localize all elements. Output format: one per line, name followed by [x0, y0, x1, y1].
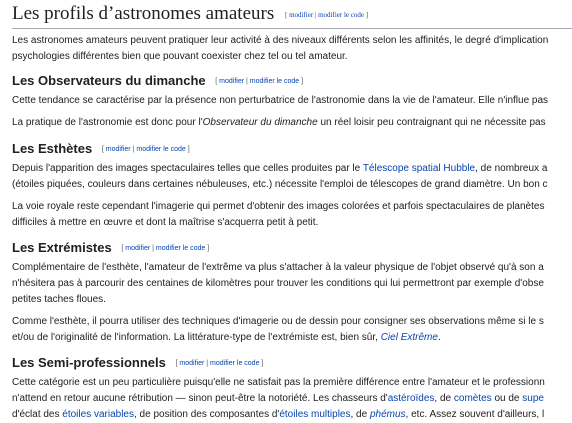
- edit-bracket-open: [: [121, 245, 124, 252]
- heading-text: Les Extrémistes: [12, 240, 112, 255]
- text-run: Cette catégorie est un peu particulière puisqu'elle ne satisfait pas la première différence entre l'amateur et le professionn: [12, 377, 545, 388]
- link-text: Ciel Extrême: [380, 332, 438, 343]
- paragraph: [12, 161, 572, 193]
- edit-code-link[interactable]: modifier le code: [249, 78, 300, 85]
- link-cometes[interactable]: comètes: [453, 393, 492, 404]
- section-title-profils: [12, 0, 572, 29]
- edit-code-link[interactable]: modifier le code: [136, 146, 186, 153]
- heading-extremistes: [12, 240, 572, 257]
- link-asteroides[interactable]: astéroïdes: [387, 393, 435, 404]
- edit-link[interactable]: modifier: [219, 78, 245, 85]
- text-run: un réel loisir peu contraignant qui ne nécessite pas: [317, 117, 546, 128]
- text-run: Complémentaire de l'esthète, l'amateur de l'extrême va plus s'attacher à la valeur physique de l'objet observé qu'à son a: [12, 262, 544, 273]
- edit-link[interactable]: modifier: [125, 245, 151, 252]
- heading-text: Les Semi-professionnels: [12, 355, 166, 370]
- heading-esthetes: [12, 141, 572, 158]
- text-run: petites taches floues.: [12, 294, 106, 305]
- text-run: difficiles à mettre en œuvre et dont la maîtrise s'acquerra petit à petit.: [12, 217, 319, 228]
- text-run: La pratique de l'astronomie est donc pour l': [12, 117, 203, 128]
- edit-code-link[interactable]: modifier le code: [155, 245, 206, 252]
- edit-separator: |: [314, 11, 319, 19]
- lead-line-1: Les astronomes amateurs peuvent pratiquer leur activité à des niveaux différents selon les affinités, le degré d'implication: [12, 35, 549, 46]
- edit-bracket-close: ]: [207, 245, 210, 252]
- edit-separator: |: [152, 245, 156, 252]
- paragraph: [12, 115, 572, 131]
- paragraph: [12, 260, 572, 308]
- text-run: , etc. Assez souvent d'ailleurs, l: [405, 409, 545, 420]
- text-run: , de: [434, 393, 454, 404]
- edit-bracket-open: [: [101, 146, 104, 153]
- edit-code-link[interactable]: modifier le code: [318, 11, 364, 19]
- heading-text: Les Esthètes: [12, 141, 93, 156]
- edit-section-links: [176, 360, 264, 367]
- text-run: (étoiles piquées, couleurs dans certaines nébuleuses, etc.) nécessite l'emploi de télescopes de grand diamètre. Un bon c: [12, 179, 548, 190]
- edit-bracket-open: [: [215, 78, 218, 85]
- text-run: Comme l'esthète, il pourra utiliser des techniques d'imagerie ou de dessin pour consigner ses observations même si le s: [12, 316, 544, 327]
- text-run: , de: [350, 409, 370, 420]
- edit-bracket-close: ]: [261, 360, 264, 367]
- edit-bracket-open: [: [175, 360, 178, 367]
- link-etoiles-variables[interactable]: étoiles variables: [62, 409, 134, 420]
- edit-section-links: [285, 11, 368, 19]
- edit-separator: |: [246, 78, 250, 85]
- text-run: , de nombreux a: [475, 163, 548, 174]
- edit-link[interactable]: modifier: [289, 11, 314, 19]
- edit-section-links: [121, 245, 209, 252]
- edit-code-link[interactable]: modifier le code: [210, 360, 260, 367]
- edit-section-links: [215, 78, 303, 85]
- text-run: n'attend en retour aucune rétribution — sinon peut-être la notoriété. Les chasseurs d': [12, 393, 388, 404]
- lead-line-2: psychologies différentes bien que pouvant coexister chez tel ou tel amateur.: [12, 51, 348, 62]
- heading-observateurs-dimanche: [12, 73, 572, 90]
- text-run: ou de: [491, 393, 523, 404]
- edit-bracket-open: [: [284, 11, 288, 19]
- article-content: [12, 0, 572, 423]
- edit-separator: |: [206, 360, 211, 367]
- text-run: La voie royale reste cependant l'imagerie qui permet d'obtenir des images colorées et parfois spectaculaires de planètes: [12, 201, 545, 212]
- edit-separator: |: [132, 146, 137, 153]
- section-title-text: Les profils d’astronomes amateurs: [12, 3, 275, 24]
- text-run: .: [437, 332, 441, 343]
- edit-section-links: [102, 146, 190, 153]
- link-supernovae[interactable]: supe: [522, 393, 544, 404]
- link-text: phémus: [369, 409, 406, 420]
- text-run: et/ou de l'originalité de l'information. La littérature-type de l'extrémiste est, bien sûr,: [12, 332, 381, 343]
- text-run: , de position des composantes d': [134, 409, 280, 420]
- link-etoiles-multiples[interactable]: étoiles multiples: [279, 409, 351, 420]
- link-hubble[interactable]: Télescope spatial Hubble: [362, 163, 476, 174]
- link-phemus[interactable]: [370, 409, 406, 420]
- italic-term: Observateur du dimanche: [202, 117, 318, 128]
- heading-semi-professionnels: [12, 355, 572, 372]
- paragraph: Cette tendance se caractérise par la présence non perturbatrice de l'astronomie dans la vie de l'amateur. Elle n'influe pas: [12, 95, 549, 106]
- edit-bracket-close: ]: [301, 78, 304, 85]
- edit-link[interactable]: modifier: [105, 146, 131, 153]
- paragraph: [12, 314, 572, 346]
- text-run: Depuis l'apparition des images spectaculaires telles que celles produites par le: [12, 163, 363, 174]
- paragraph: [12, 375, 572, 423]
- edit-link[interactable]: modifier: [179, 360, 205, 367]
- edit-bracket-close: ]: [187, 146, 190, 153]
- text-run: d'éclat des: [12, 409, 63, 420]
- text-run: n'hésitera pas à parcourir des centaines de kilomètres pour trouver les conditions qui lui permettront par exemple d'obse: [12, 278, 544, 289]
- heading-text: Les Observateurs du dimanche: [12, 73, 206, 88]
- lead-paragraph: [12, 33, 572, 65]
- paragraph: [12, 199, 572, 231]
- link-ciel-extreme[interactable]: [381, 332, 438, 343]
- edit-bracket-close: ]: [365, 11, 369, 19]
